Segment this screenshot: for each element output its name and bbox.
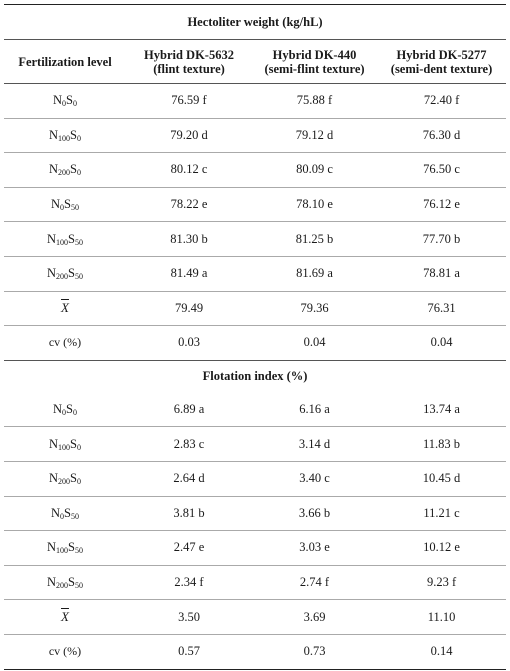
header-hybrid-texture: (flint texture): [153, 61, 225, 76]
section-title-row: [4, 5, 506, 40]
fertilization-level-cell: [4, 496, 126, 531]
value-cell: 13.74 a: [377, 393, 506, 427]
sulfur-dose: 50: [74, 237, 83, 247]
value-cell: 6.16 a: [252, 393, 377, 427]
value-cell: 76.12 e: [377, 187, 506, 222]
mean-value: 79.36: [252, 291, 377, 326]
table-row: [4, 393, 506, 427]
sulfur-symbol: S: [68, 231, 75, 246]
mean-value: 3.69: [252, 600, 377, 635]
fertilization-level-cell: [4, 531, 126, 566]
nitrogen-dose: 0: [60, 511, 65, 521]
value-cell: 2.83 c: [126, 427, 252, 462]
header-hybrid-dk-5277: [377, 40, 506, 84]
fertilization-level-cell: [4, 153, 126, 188]
nitrogen-dose: 100: [56, 237, 69, 247]
cv-symbol: cv (%): [48, 644, 82, 659]
cv-value: 0.04: [377, 326, 506, 361]
sulfur-dose: 50: [74, 581, 83, 591]
mean-value: 3.50: [126, 600, 252, 635]
section-title-row: [4, 360, 506, 393]
value-cell: 3.14 d: [252, 427, 377, 462]
value-cell: 2.74 f: [252, 565, 377, 600]
nitrogen-dose: 100: [58, 133, 71, 143]
nitrogen-symbol: N: [53, 93, 63, 108]
nitrogen-symbol: N: [49, 471, 59, 486]
table-row: [4, 153, 506, 188]
nitrogen-symbol: N: [49, 162, 59, 177]
cv-value: 0.57: [126, 634, 252, 669]
sulfur-dose: 50: [74, 546, 83, 556]
table-row: [4, 531, 506, 566]
table-row: [4, 461, 506, 496]
fertilization-level-cell: [4, 187, 126, 222]
cv-row: [4, 326, 506, 361]
value-cell: 78.10 e: [252, 187, 377, 222]
value-cell: 3.03 e: [252, 531, 377, 566]
sulfur-dose: 50: [70, 203, 79, 213]
sulfur-dose: 50: [70, 511, 79, 521]
sulfur-symbol: S: [68, 540, 75, 555]
fertilization-level-cell: [4, 84, 126, 119]
column-header-row: [4, 40, 506, 84]
table-row: [4, 565, 506, 600]
cv-symbol: cv (%): [48, 335, 82, 350]
value-cell: 11.83 b: [377, 427, 506, 462]
fertilization-level-cell: [4, 118, 126, 153]
header-hybrid-texture: (semi-flint texture): [264, 61, 365, 76]
sulfur-dose: 0: [76, 477, 81, 487]
value-cell: 3.81 b: [126, 496, 252, 531]
mean-value: 76.31: [377, 291, 506, 326]
value-cell: 2.64 d: [126, 461, 252, 496]
nitrogen-symbol: N: [51, 197, 61, 212]
value-cell: 81.25 b: [252, 222, 377, 257]
results-table: [4, 4, 506, 670]
value-cell: 80.12 c: [126, 153, 252, 188]
sulfur-symbol: S: [70, 436, 77, 451]
mean-symbol: $\overline{X}$: [61, 609, 69, 625]
nitrogen-symbol: N: [51, 505, 61, 520]
mean-value: 79.49: [126, 291, 252, 326]
sulfur-dose: 0: [76, 133, 81, 143]
header-fertilization-level: Fertilization level: [4, 40, 126, 84]
sulfur-symbol: S: [66, 402, 73, 417]
value-cell: 10.12 e: [377, 531, 506, 566]
value-cell: 81.30 b: [126, 222, 252, 257]
mean-label: [4, 600, 126, 635]
sulfur-symbol: S: [68, 575, 75, 590]
sulfur-symbol: S: [64, 505, 71, 520]
sulfur-symbol: S: [66, 93, 73, 108]
value-cell: 79.20 d: [126, 118, 252, 153]
mean-row: [4, 291, 506, 326]
header-hybrid-texture: (semi-dent texture): [390, 61, 493, 76]
section-title: Hectoliter weight (kg/hL): [4, 5, 506, 40]
mean-value: 11.10: [377, 600, 506, 635]
cv-row: [4, 634, 506, 669]
table-row: [4, 187, 506, 222]
cv-value: 0.73: [252, 634, 377, 669]
nitrogen-symbol: N: [49, 436, 59, 451]
nitrogen-symbol: N: [47, 575, 57, 590]
table-row: [4, 118, 506, 153]
table-row: [4, 84, 506, 119]
nitrogen-symbol: N: [47, 266, 57, 281]
value-cell: 3.40 c: [252, 461, 377, 496]
value-cell: 2.34 f: [126, 565, 252, 600]
value-cell: 80.09 c: [252, 153, 377, 188]
nitrogen-dose: 0: [62, 99, 67, 109]
sulfur-dose: 0: [76, 442, 81, 452]
nitrogen-dose: 200: [56, 272, 69, 282]
table-row: [4, 427, 506, 462]
sulfur-symbol: S: [64, 197, 71, 212]
value-cell: 72.40 f: [377, 84, 506, 119]
fertilization-level-cell: [4, 222, 126, 257]
nitrogen-dose: 100: [56, 546, 69, 556]
value-cell: 78.81 a: [377, 256, 506, 291]
value-cell: 79.12 d: [252, 118, 377, 153]
value-cell: 3.66 b: [252, 496, 377, 531]
table-row: [4, 222, 506, 257]
value-cell: 2.47 e: [126, 531, 252, 566]
value-cell: 6.89 a: [126, 393, 252, 427]
value-cell: 9.23 f: [377, 565, 506, 600]
value-cell: 78.22 e: [126, 187, 252, 222]
sulfur-symbol: S: [70, 162, 77, 177]
cv-label: [4, 634, 126, 669]
fertilization-level-cell: [4, 393, 126, 427]
cv-value: 0.14: [377, 634, 506, 669]
header-hybrid-dk-5632: [126, 40, 252, 84]
value-cell: 75.88 f: [252, 84, 377, 119]
nitrogen-dose: 200: [56, 581, 69, 591]
table-row: [4, 496, 506, 531]
nitrogen-symbol: N: [47, 231, 57, 246]
table-row: [4, 256, 506, 291]
nitrogen-symbol: N: [47, 540, 57, 555]
fertilization-level-cell: [4, 427, 126, 462]
section-title: Flotation index (%): [202, 369, 308, 384]
sulfur-symbol: S: [70, 127, 77, 142]
cv-value: 0.04: [252, 326, 377, 361]
cv-value: 0.03: [126, 326, 252, 361]
value-cell: 76.50 c: [377, 153, 506, 188]
nitrogen-dose: 200: [58, 168, 71, 178]
sulfur-dose: 50: [74, 272, 83, 282]
mean-symbol: $\overline{X}$: [61, 300, 69, 316]
cv-label: [4, 326, 126, 361]
fertilization-level-cell: [4, 565, 126, 600]
nitrogen-dose: 0: [60, 203, 65, 213]
sulfur-symbol: S: [70, 471, 77, 486]
nitrogen-dose: 200: [58, 477, 71, 487]
nitrogen-symbol: N: [49, 127, 59, 142]
nitrogen-dose: 0: [62, 408, 67, 418]
value-cell: 81.49 a: [126, 256, 252, 291]
nitrogen-symbol: N: [53, 402, 63, 417]
value-cell: 81.69 a: [252, 256, 377, 291]
value-cell: 77.70 b: [377, 222, 506, 257]
sulfur-dose: 0: [72, 408, 77, 418]
fertilization-level-cell: [4, 256, 126, 291]
fertilization-level-cell: [4, 461, 126, 496]
value-cell: 11.21 c: [377, 496, 506, 531]
sulfur-symbol: S: [68, 266, 75, 281]
value-cell: 10.45 d: [377, 461, 506, 496]
value-cell: 76.59 f: [126, 84, 252, 119]
sulfur-dose: 0: [76, 168, 81, 178]
nitrogen-dose: 100: [58, 442, 71, 452]
sulfur-dose: 0: [72, 99, 77, 109]
header-hybrid-name: Hybrid DK-440: [272, 47, 357, 62]
header-hybrid-dk-440: [252, 40, 377, 84]
header-hybrid-name: Hybrid DK-5632: [144, 47, 234, 62]
mean-row: [4, 600, 506, 635]
header-hybrid-name: Hybrid DK-5277: [396, 47, 487, 62]
mean-label: [4, 291, 126, 326]
value-cell: 76.30 d: [377, 118, 506, 153]
